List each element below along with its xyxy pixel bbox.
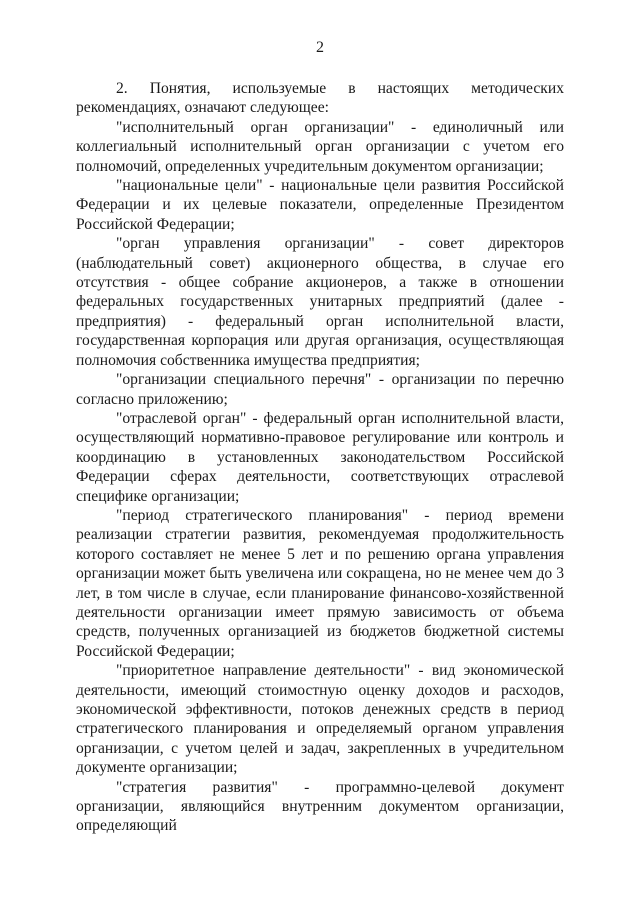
document-body — [76, 79, 564, 836]
paragraph-national-goals: "национальные цели" - национальные цели развития Российской Федерации и их целевые показатели, определенные Президентом Российской Федерации; — [76, 177, 564, 233]
paragraph-special-list: "организации специального перечня" - организации по перечню согласно приложению; — [76, 371, 564, 408]
paragraph-governing-body: "орган управления организации" - совет директоров (наблюдательный совет) акционерного общества, в случае его отсутствия - общее собрание акционеров, а также в отношении федеральных государственных унитарных предприятий (далее - предприятия) - федеральный орган исполнительной власти, государственная корпорация или другая организация, осуществляющая полномочия собственника имущества предприятия; — [76, 235, 564, 369]
page-number: 2 — [316, 39, 324, 56]
paragraph-executive-body: "исполнительный орган организации" - единоличный или коллегиальный исполнительный орган организации с учетом его полномочий, определенных учредительным документом организации; — [76, 118, 564, 175]
paragraph-definitions-intro: 2. Понятия, используемые в настоящих методических рекомендациях, означают следующее: — [76, 80, 564, 117]
paragraph-sectoral-body: "отраслевой орган" - федеральный орган исполнительной власти, осуществляющий нормативно-правовое регулирование или контроль и координацию в установленных законодательством Российской Федерации сферах деятельности, соответствующих отраслевой специфике организации; — [76, 409, 564, 505]
paragraph-priority-direction: "приоритетное направление деятельности" - вид экономической деятельности, имеющий стоимостную оценку доходов и расходов, экономической эффективности, потоков денежных средств в период стратегического планирования и определяемый органом управления организации, с учетом целей и задач, закрепленных в учредительном документе организации; — [76, 662, 564, 777]
paragraph-planning-period: "период стратегического планирования" - период времени реализации стратегии развития, рекомендуемая продолжительность которого составляет не менее 5 лет и по решению органа управления организации может быть увеличена или сокращена, но не менее чем до 3 лет, в том числе в случае, если планирование финансово-хозяйственной деятельности организации имеет прямую зависимость от объема средств, полученных организацией из бюджетов бюджетной системы Российской Федерации; — [76, 506, 564, 660]
paragraph-development-strategy: "стратегия развития" - программно-целевой документ организации, являющийся внутренним документом организации, определяющий — [76, 778, 564, 835]
